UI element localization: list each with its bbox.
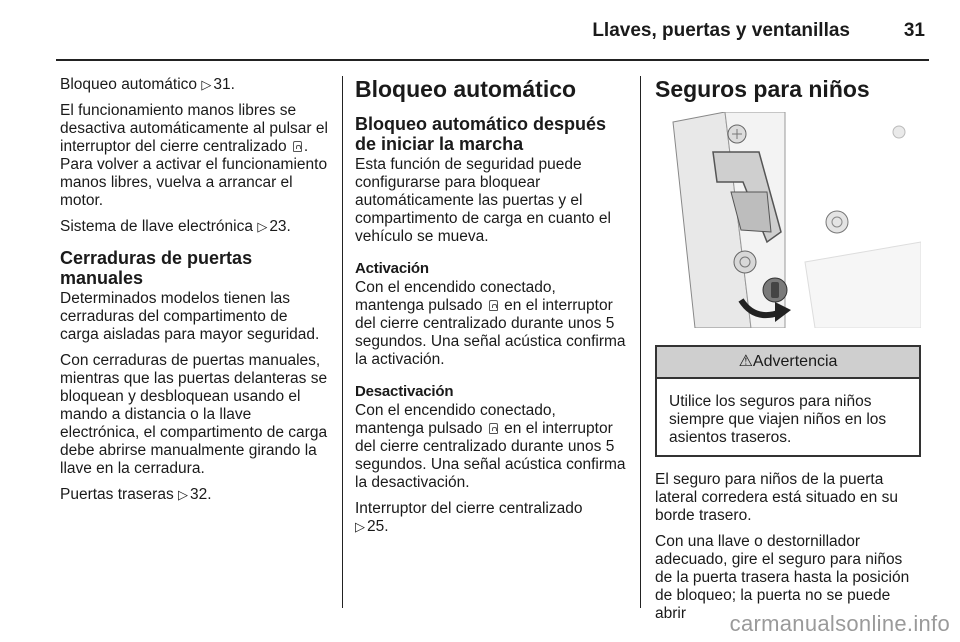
lock-icon <box>293 141 302 152</box>
reference-arrow-icon: ▷ <box>201 77 212 92</box>
column-divider-2 <box>640 76 641 608</box>
paragraph: Determinados modelos tienen las cerraduras del compartimento de carga aisladas para mayor seguridad. <box>60 290 320 343</box>
paragraph: El funcionamiento manos libres se desactiva automáticamente al pulsar el interruptor del cierre centralizado . Para volver a activar el funcionamiento manos libres, vuelva a arrancar el motor. <box>60 102 328 209</box>
reference-arrow-icon: ▷ <box>178 487 189 502</box>
paragraph-reference: Interruptor del cierre centralizado ▷ 25. <box>355 500 583 535</box>
paragraph: Con una llave o destornillador adecuado, gire el seguro para niños de la puerta trasera hasta la posición de bloqueo; la puerta no se puede abrir <box>655 533 910 622</box>
page-header-title: Llaves, puertas y ventanillas <box>592 20 850 41</box>
page-reference-link[interactable]: 25. <box>367 518 389 535</box>
section-heading: Cerraduras de puertas manuales <box>60 248 253 288</box>
section-title: Bloqueo automático <box>355 76 577 102</box>
header-rule <box>56 59 929 61</box>
reference-arrow-icon: ▷ <box>355 519 365 534</box>
column-divider-1 <box>342 76 343 608</box>
subsection-heading: Bloqueo automático después de iniciar la marcha <box>355 114 607 154</box>
activation-heading: Activación <box>355 260 429 277</box>
paragraph: Esta función de seguridad puede configurarse para bloquear automáticamente las puertas y el compartimento de carga en cuanto el vehículo se mueva. <box>355 156 611 245</box>
paragraph: El seguro para niños de la puerta lateral corredera está situado en su borde trasero. <box>655 471 898 524</box>
child-lock-illustration <box>655 112 921 328</box>
lock-icon <box>489 300 498 311</box>
paragraph-reference: Puertas traseras ▷ 32. <box>60 486 212 503</box>
section-title: Seguros para niños <box>655 76 870 102</box>
warning-box <box>655 345 921 457</box>
deactivation-heading: Desactivación <box>355 383 454 400</box>
paragraph-reference: Bloqueo automático ▷ 31. <box>60 76 235 93</box>
reference-arrow-icon: ▷ <box>257 219 268 234</box>
paragraph: Con el encendido conectado, mantenga pulsado en el interruptor del cierre centralizado durante unos 5 segundos. Una señal acústica confirma la desactivación. <box>355 402 626 491</box>
page-number: 31 <box>903 20 925 41</box>
page-reference-link[interactable]: 32. <box>190 486 212 503</box>
paragraph: Con el encendido conectado, mantenga pulsado en el interruptor del cierre centralizado durante unos 5 segundos. Una señal acústica confirma la activación. <box>355 279 626 368</box>
column-2 <box>355 76 627 544</box>
paragraph-reference: Sistema de llave electrónica ▷ 23. <box>60 218 291 235</box>
warning-header: ⚠Advertencia <box>657 347 919 379</box>
column-1 <box>60 76 328 512</box>
warning-body: Utilice los seguros para niños siempre que viajen niños en los asientos traseros. <box>669 393 887 446</box>
page-reference-link[interactable]: 23. <box>269 218 291 235</box>
watermark: carmanualsonline.info <box>729 611 950 636</box>
paragraph: Con cerraduras de puertas manuales, mientras que las puertas delanteras se bloquean y desbloquean usando el mando a distancia o la llave electrónica, el compartimento de carga debe abrirse manualmente girando la llave en la cerradura. <box>60 352 328 477</box>
column-3 <box>655 76 921 631</box>
lock-icon <box>489 423 498 434</box>
page-reference-link[interactable]: 31. <box>213 76 235 93</box>
warning-triangle-icon: ⚠ <box>738 353 753 370</box>
